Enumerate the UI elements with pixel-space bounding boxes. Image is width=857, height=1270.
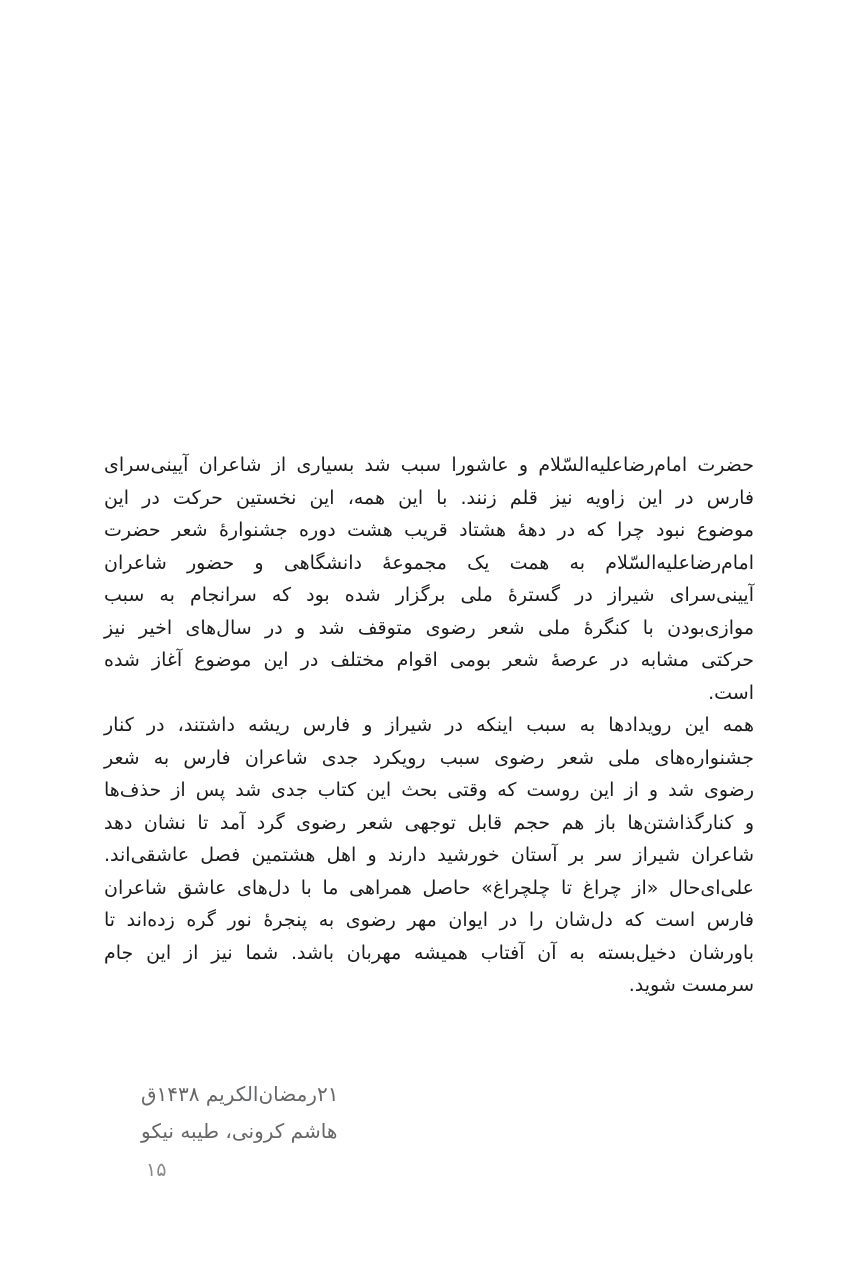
text-line: شاعران شیراز سر بر آستان خورشید دارند و اهل هشتمین فصل عاشقی‌اند. (104, 844, 754, 866)
text-line: و کنارگذاشتن‌ها باز هم حجم قابل توجهی شعر رضوی گرد آمد تا نشان دهد (104, 811, 754, 834)
text-line: موازی‌بودن با کنگرۀ ملی شعر رضوی متوقف شد و در سال‌های اخیر نیز (104, 616, 754, 639)
paragraph-1 (104, 449, 754, 709)
text-line: فارس در این زاویه نیز قلم زنند. با این همه، این نخستین حرکت در این (104, 486, 754, 509)
colophon-date: ۲۱رمضان‌الکریم ۱۴۳۸ق (141, 1082, 339, 1106)
text-line: امام‌رضاعلیه‌السّلام به همت یک مجموعۀ دانشگاهی و حضور شاعران (104, 551, 754, 574)
text-line: رضوی شد و از این روست که وقتی بحث این کتاب جدی شد پس از حذف‌ها (104, 779, 754, 801)
text-line: فارس است که دل‌شان را در ایوان مهر رضوی به پنجرۀ نور گره زده‌اند تا (104, 909, 754, 931)
text-line: باورشان دخیل‌بسته به آن آفتاب همیشه مهربان باشد. شما نیز از این جام (104, 941, 754, 964)
colophon-authors: هاشم کرونی، طیبه نیکو (141, 1119, 338, 1143)
text-line: موضوع نبود چرا که در دهۀ هشتاد قریب هشت دوره جشنوارۀ شعر حضرت (104, 519, 754, 541)
text-line: جشنواره‌های ملی شعر رضوی سبب رویکرد جدی شاعران فارس به شعر (104, 746, 754, 769)
page-number: ۱۵ (146, 1159, 167, 1181)
text-line: است. (708, 681, 754, 704)
text-line: آیینی‌سرای شیراز در گسترۀ ملی برگزار شده بود که سرانجام به سبب (104, 584, 754, 606)
text-line: علی‌ای‌حال «از چراغ تا چلچراغ» حاصل همراهی ما با دل‌های عاشق شاعران (104, 876, 754, 899)
text-line: همه این رویدادها به سبب اینکه در شیراز و فارس ریشه داشتند، در کنار (104, 714, 754, 736)
page-body-text (104, 449, 754, 1002)
paragraph-2 (104, 709, 754, 1002)
colophon (141, 1076, 338, 1150)
text-line: حضرت امام‌رضاعلیه‌السّلام و عاشورا سبب شد بسیاری از شاعران آیینی‌سرای (104, 454, 754, 476)
text-line: حرکتی مشابه در عرصۀ شعر بومی اقوام مختلف در این موضوع آغاز شده (104, 649, 754, 671)
text-line: سرمست شوید. (628, 974, 754, 996)
